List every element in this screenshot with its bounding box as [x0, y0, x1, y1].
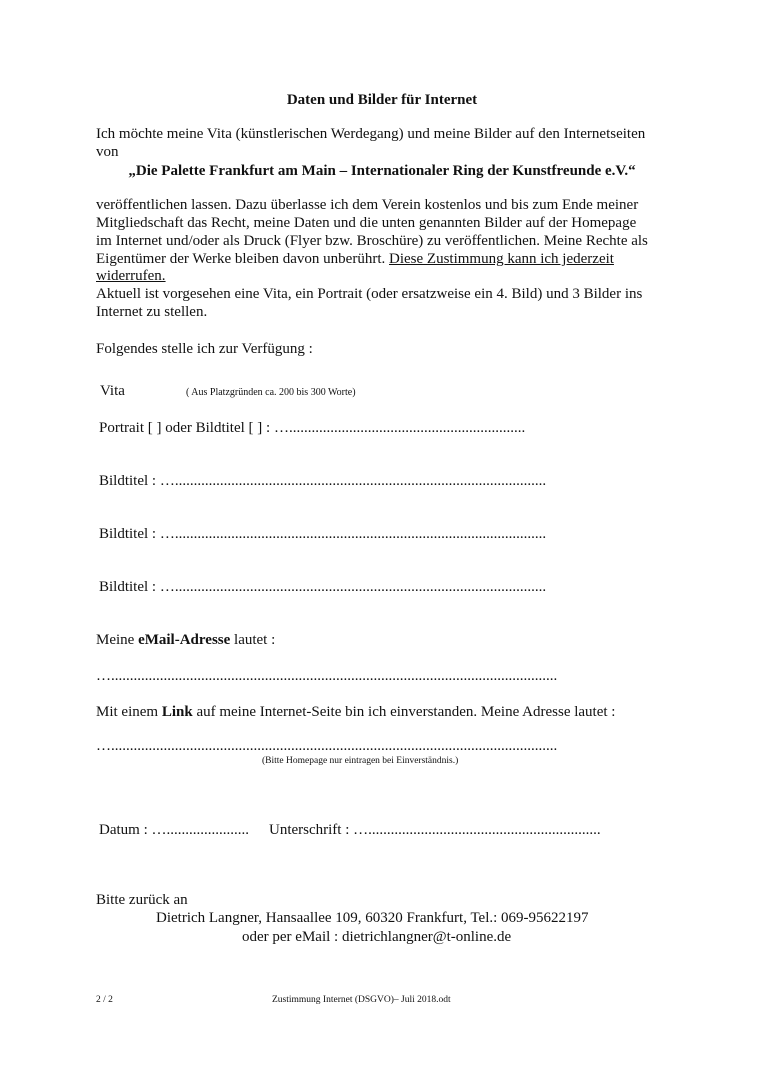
homepage-note: (Bitte Homepage nur eintragen bei Einverständnis.)	[262, 756, 459, 766]
email-label-bold: eMail-Adresse	[138, 632, 231, 648]
portrait-or-title-field[interactable]: Portrait [ ] oder Bildtitel [ ] : …...............................................................	[99, 420, 526, 436]
bildtitel-field-2[interactable]: Bildtitel : …...................................................................................................	[99, 526, 547, 542]
vita-note: ( Aus Platzgründen ca. 200 bis 300 Worte)	[186, 387, 356, 398]
page-number: 2 / 2	[96, 995, 113, 1005]
consent-line-4-text: Eigentümer der Werke bleiben davon unberührt.	[96, 251, 389, 267]
intro-line-1: Ich möchte meine Vita (künstlerischen Werdegang) und meine Bilder auf den Internetseiten	[96, 126, 646, 142]
bildtitel-field-1[interactable]: Bildtitel : …...................................................................................................	[99, 473, 547, 489]
consent-line-2: Mitgliedschaft das Recht, meine Daten und die unten genannten Bilder auf der Homepage	[96, 215, 637, 231]
return-email: oder per eMail : dietrichlangner@t-online.de	[242, 929, 512, 945]
organization-name: „Die Palette Frankfurt am Main – Internationaler Ring der Kunstfreunde e.V.“	[128, 163, 636, 179]
link-label-bold: Link	[161, 704, 193, 720]
email-label-post: lautet :	[230, 632, 276, 648]
bildtitel-field-3[interactable]: Bildtitel : …...................................................................................................	[99, 579, 547, 595]
consent-line-6: Aktuell ist vorgesehen eine Vita, ein Portrait (oder ersatzweise ein 4. Bild) und 3 Bilder ins	[96, 286, 643, 302]
consent-line-3: im Internet und/oder als Druck (Flyer bzw. Broschüre) zu veröffentlichen. Meine Rechte als	[96, 233, 648, 249]
link-label-pre: Mit einem	[96, 704, 162, 720]
return-heading: Bitte zurück an	[96, 892, 188, 908]
intro-line-2: von	[96, 144, 119, 160]
revocation-notice: Diese Zustimmung kann ich jederzeit	[389, 251, 614, 267]
footer-filename: Zustimmung Internet (DSGVO)– Juli 2018.odt	[272, 995, 451, 1005]
email-label	[96, 632, 275, 649]
revocation-notice-end: widerrufen.	[96, 268, 166, 284]
link-label	[96, 704, 615, 721]
consent-line-7: Internet zu stellen.	[96, 304, 208, 320]
provide-heading: Folgendes stelle ich zur Verfügung :	[96, 341, 313, 357]
homepage-field[interactable]: ….......................................................................................................................	[96, 738, 558, 754]
return-address: Dietrich Langner, Hansaallee 109, 60320 Frankfurt, Tel.: 069-95622197	[156, 910, 589, 926]
email-field[interactable]: ….......................................................................................................................	[96, 668, 558, 684]
page-title: Daten und Bilder für Internet	[286, 92, 478, 108]
consent-line-1: veröffentlichen lassen. Dazu überlasse ich dem Verein kostenlos und bis zum Ende meiner	[96, 197, 639, 213]
email-label-pre: Meine	[96, 632, 139, 648]
vita-label: Vita	[100, 383, 125, 399]
consent-line-4	[96, 251, 614, 268]
link-label-post: auf meine Internet-Seite bin ich einverstanden. Meine Adresse lautet :	[192, 704, 616, 720]
signature-field[interactable]: Unterschrift : …..............................................................	[269, 822, 601, 838]
date-field[interactable]: Datum : …......................	[99, 822, 249, 838]
